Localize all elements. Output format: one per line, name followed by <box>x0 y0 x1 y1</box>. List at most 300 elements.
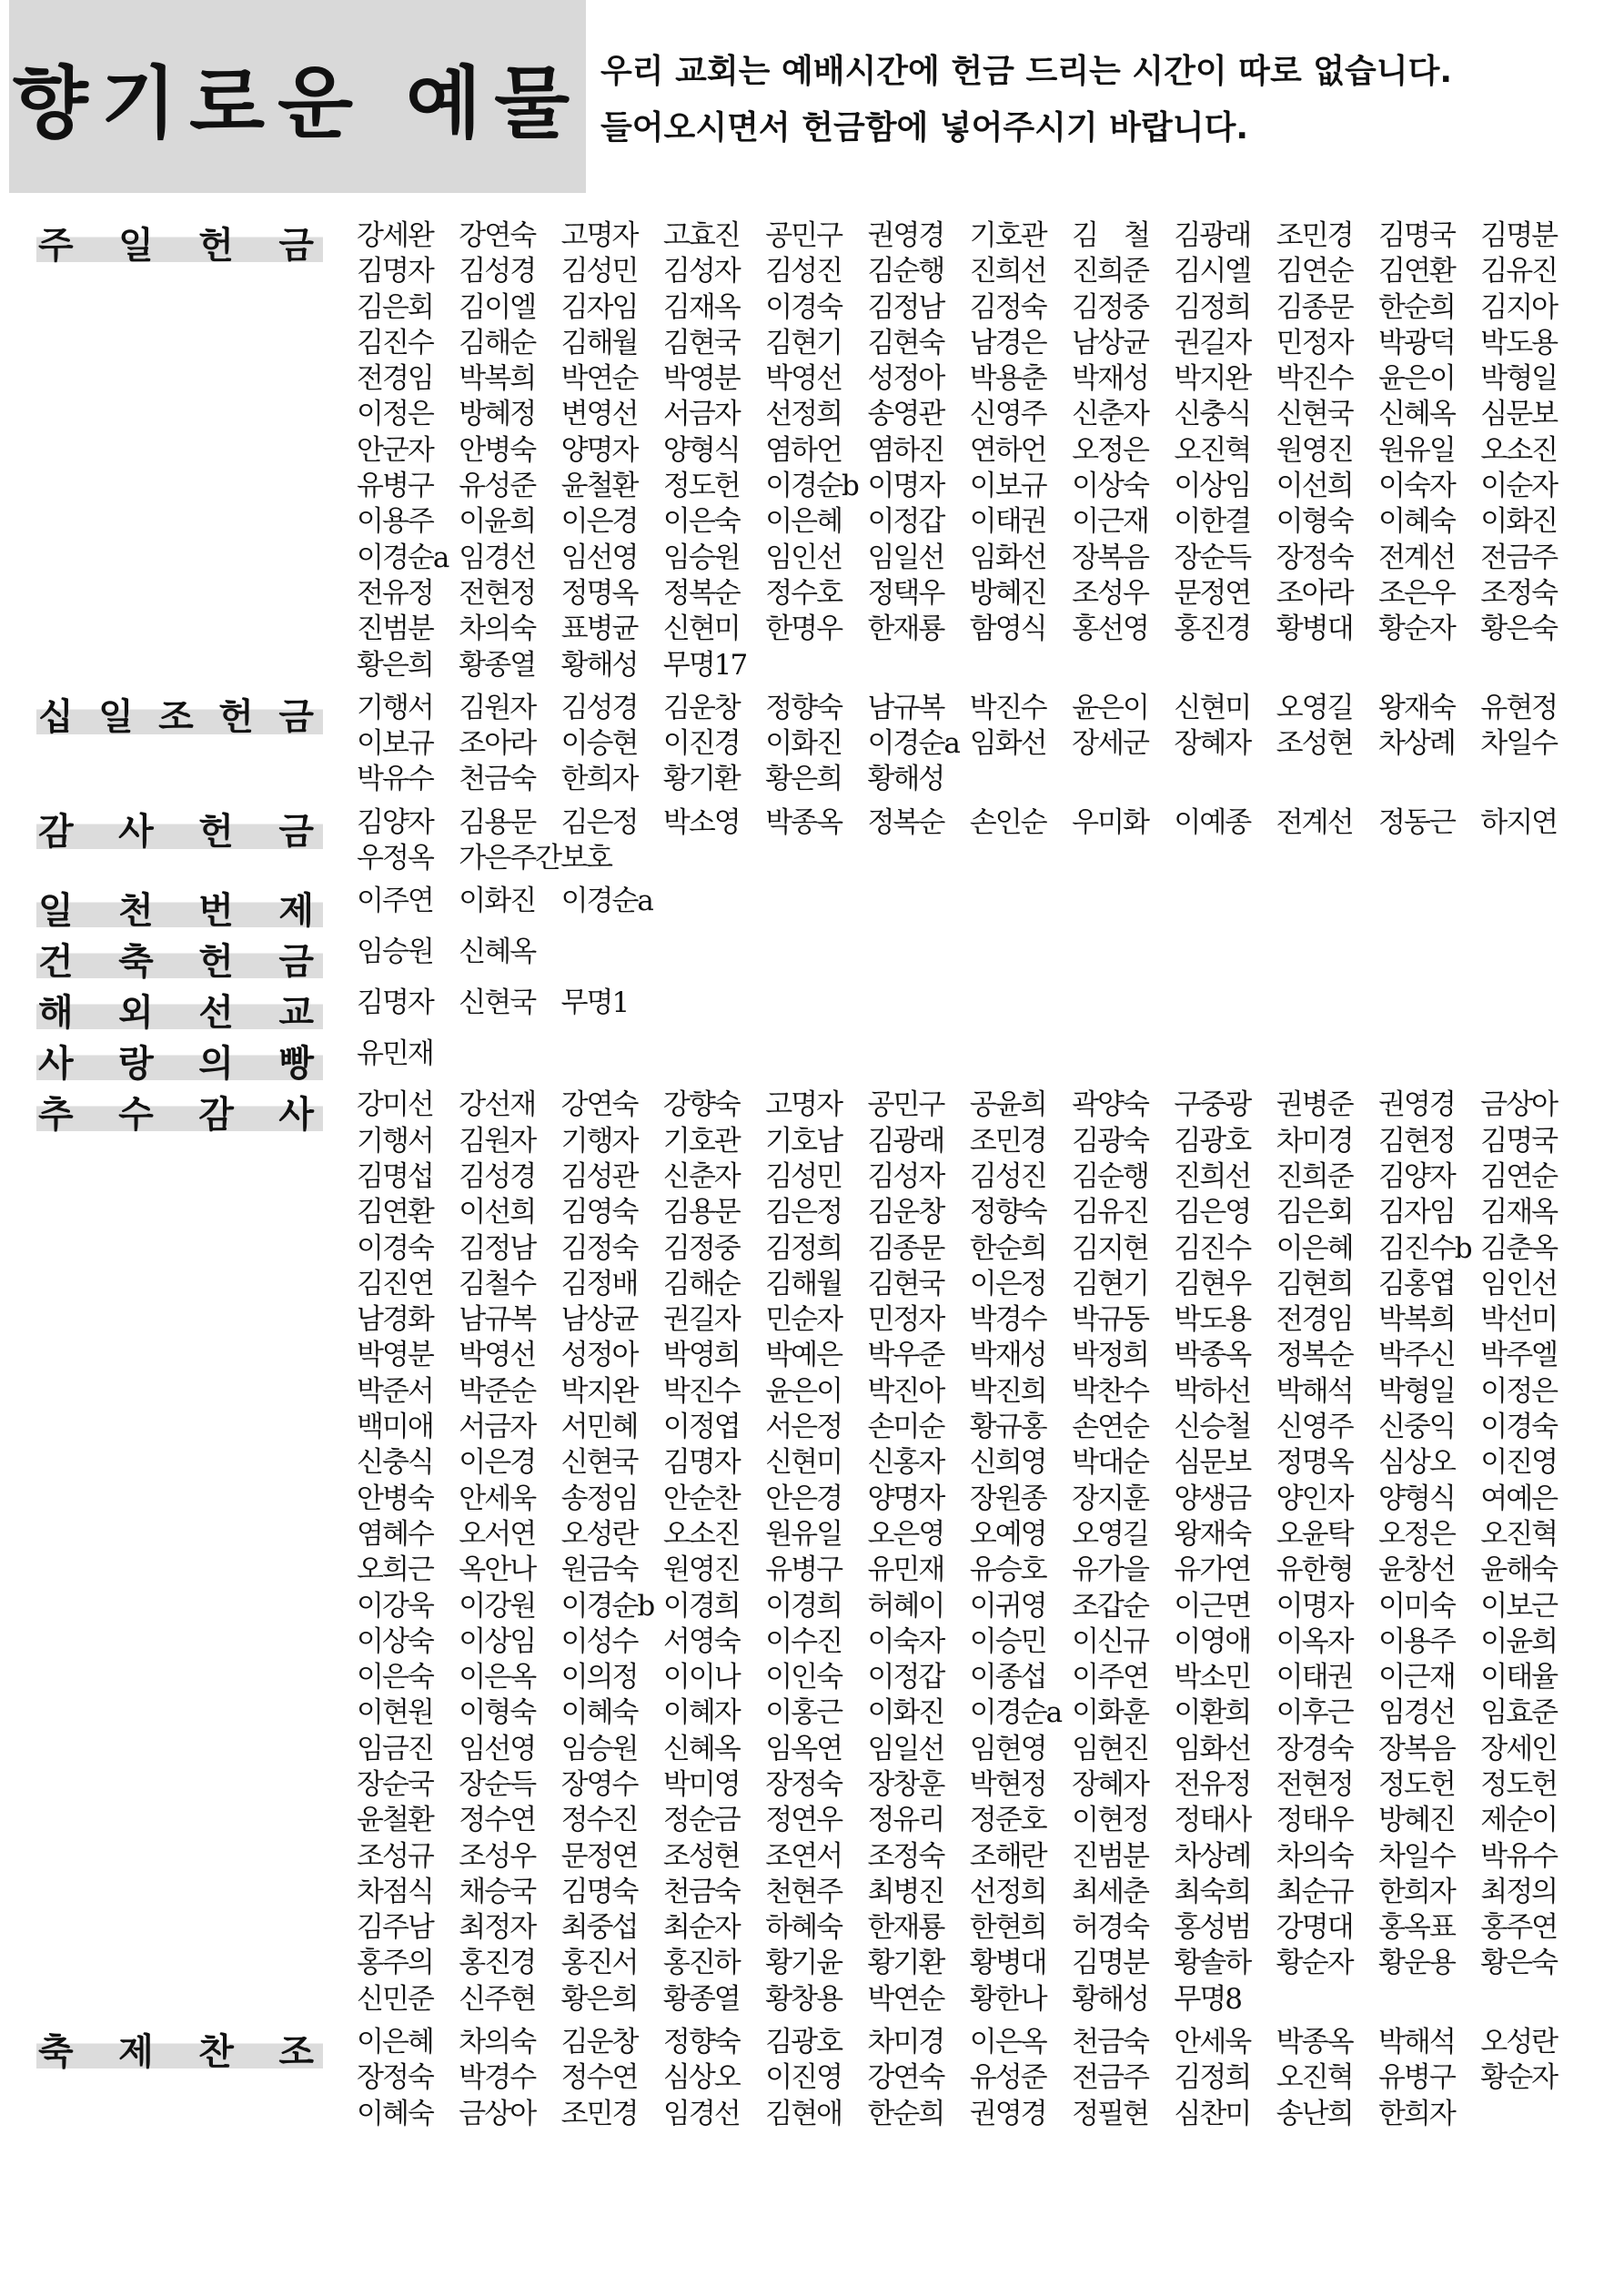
donor-name: 이주연 <box>357 885 433 918</box>
donor-name: 정도헌 <box>1377 1767 1455 1801</box>
donor-name: 신충식 <box>357 1446 433 1480</box>
donor-name: 임인선 <box>1480 1267 1558 1300</box>
section-label: 사 랑 의 빵 <box>36 1040 323 1080</box>
donor-name: 이은정 <box>969 1267 1046 1300</box>
donor-name: 원금숙 <box>560 1553 638 1587</box>
donor-name: 조민경 <box>969 1124 1046 1158</box>
donor-name: 신중익 <box>1377 1411 1455 1444</box>
donor-name: 김성자 <box>662 255 740 288</box>
donor-name: 이예종 <box>1174 805 1251 839</box>
donor-name: 차일수 <box>1480 727 1558 761</box>
donor-name: 천현주 <box>765 1875 842 1908</box>
donor-name: 이성수 <box>560 1624 638 1658</box>
name-list <box>357 986 1583 1021</box>
donor-name: 김정숙 <box>560 1231 638 1265</box>
donor-name: 조성규 <box>357 1839 433 1873</box>
donor-name: 김순행 <box>1072 1159 1148 1193</box>
donor-name: 차미경 <box>1276 1124 1353 1158</box>
donor-name: 손미순 <box>867 1411 944 1444</box>
donor-name: 전금주 <box>1480 541 1558 574</box>
donor-name: 신희영 <box>969 1446 1046 1480</box>
donor-name: 조성현 <box>1276 727 1353 761</box>
donor-name: 황은희 <box>357 648 433 682</box>
donor-name: 이은경 <box>560 505 638 539</box>
donor-name: 윤철환 <box>357 1804 433 1837</box>
offering-section <box>36 805 1583 877</box>
donor-name: 이승민 <box>969 1624 1046 1658</box>
name-list <box>357 1037 1583 1072</box>
donor-name: 하혜숙 <box>765 1911 842 1945</box>
donor-name: 황해성 <box>560 648 638 682</box>
donor-name: 안세욱 <box>1174 2026 1251 2059</box>
donor-name: 강연숙 <box>459 219 536 252</box>
donor-name: 박주엘 <box>1480 1339 1558 1372</box>
donor-name: 김해순 <box>662 1267 740 1300</box>
offering-section <box>36 218 1583 683</box>
donor-name: 유성준 <box>459 470 536 503</box>
donor-name: 이종섭 <box>969 1661 1046 1694</box>
donor-name: 강명대 <box>1276 1911 1353 1945</box>
donor-name: 김성진 <box>969 1159 1046 1193</box>
donor-name: 왕재숙 <box>1174 1517 1251 1551</box>
donor-name: 권길자 <box>1174 326 1251 359</box>
donor-name: 김순행 <box>867 255 944 288</box>
donor-name: 전금주 <box>1072 2061 1148 2095</box>
donor-name: 장영수 <box>560 1767 638 1801</box>
donor-name: 이상숙 <box>1072 470 1148 503</box>
donor-name: 박지완 <box>1174 362 1251 396</box>
donor-name: 심문보 <box>1480 398 1558 431</box>
donor-name: 한재룡 <box>867 1911 944 1945</box>
donor-name: 이태권 <box>969 505 1046 539</box>
donor-name: 한순희 <box>867 2097 944 2130</box>
page-title: 향기로운 예물 <box>12 58 583 149</box>
donor-name: 신영주 <box>969 398 1046 431</box>
donor-name: 이경숙 <box>357 1231 433 1265</box>
donor-name: 박영희 <box>662 1339 740 1372</box>
donor-name: 조해란 <box>969 1839 1046 1873</box>
donor-name: 정수연 <box>459 1804 536 1837</box>
donor-name: 최숙희 <box>1174 1875 1251 1908</box>
donor-name: 김정희 <box>1174 290 1251 324</box>
donor-name: 표병균 <box>560 612 638 646</box>
donor-name: 장원종 <box>969 1482 1046 1515</box>
donor-name: 홍성범 <box>1174 1911 1251 1945</box>
donor-name: 이근재 <box>1377 1661 1455 1694</box>
donor-name: 전경임 <box>357 362 433 396</box>
donor-name: 송정임 <box>560 1482 638 1515</box>
donor-name: 이은혜 <box>1276 1231 1353 1265</box>
donor-name: 김현기 <box>1072 1267 1148 1300</box>
donor-name: 조갑순 <box>1072 1589 1148 1623</box>
donor-name: 이정엽 <box>662 1411 740 1444</box>
donor-name: 권영경 <box>969 2097 1046 2130</box>
donor-name: 전유정 <box>1174 1767 1251 1801</box>
donor-name: 임승원 <box>357 936 433 969</box>
donor-name: 이근재 <box>1072 505 1148 539</box>
donor-name: 가은주간보호 <box>459 842 611 875</box>
donor-name: 박광덕 <box>1377 326 1455 359</box>
donor-name: 이형숙 <box>459 1696 536 1730</box>
donor-name: 김명국 <box>1377 219 1455 252</box>
donor-name: 박준순 <box>459 1374 536 1408</box>
donor-name: 이명자 <box>867 470 944 503</box>
donor-name: 김성경 <box>560 691 638 724</box>
donor-name: 임금진 <box>357 1732 433 1765</box>
donor-name: 진희선 <box>969 255 1046 288</box>
donor-name: 임효준 <box>1480 1696 1558 1730</box>
donor-name: 천금숙 <box>1072 2026 1148 2059</box>
donor-name: 황해성 <box>867 763 944 796</box>
donor-name: 이상임 <box>1174 470 1251 503</box>
donor-name: 오서연 <box>459 1517 536 1551</box>
section-label: 주 일 헌 금 <box>36 222 323 262</box>
donor-name: 김철수 <box>459 1267 536 1300</box>
donor-name: 김정숙 <box>969 290 1046 324</box>
donor-name: 박도용 <box>1480 326 1558 359</box>
donor-name: 전계선 <box>1276 805 1353 839</box>
donor-name: 강미선 <box>357 1088 433 1122</box>
donor-name: 황순자 <box>1276 1947 1353 1980</box>
donor-name: 이홍근 <box>765 1696 842 1730</box>
donor-name: 이화훈 <box>1072 1696 1148 1730</box>
donor-name: 이경희 <box>765 1589 842 1623</box>
offering-section <box>36 1087 1583 2018</box>
donor-name: 정유리 <box>867 1804 944 1837</box>
donor-name: 임일선 <box>867 541 944 574</box>
donor-name: 이진경 <box>662 727 740 761</box>
donor-name: 하지연 <box>1480 805 1558 839</box>
donor-name: 최정의 <box>1480 1875 1558 1908</box>
donor-name: 장복음 <box>1072 541 1148 574</box>
donor-name: 신혜옥 <box>662 1732 740 1765</box>
donor-name: 김명섭 <box>357 1159 433 1193</box>
donor-name: 신홍자 <box>867 1446 944 1480</box>
notice-line: 우리 교회는 예배시간에 헌금 드리는 시간이 따로 없습니다. <box>600 53 1453 90</box>
donor-name: 박도용 <box>1174 1303 1251 1337</box>
donor-name: 이윤희 <box>1480 1624 1558 1658</box>
donor-name: 공민구 <box>765 219 842 252</box>
donor-name: 정명옥 <box>1276 1446 1353 1480</box>
donor-name: 심상오 <box>1377 1446 1455 1480</box>
donor-name: 유민재 <box>867 1553 944 1587</box>
donor-name: 전계선 <box>1377 541 1455 574</box>
donor-name: 박복희 <box>459 362 536 396</box>
donor-name: 이귀영 <box>969 1589 1046 1623</box>
donor-name: 최중섭 <box>560 1911 638 1945</box>
donor-name: 안은경 <box>765 1482 842 1515</box>
donor-name: 김운창 <box>560 2026 638 2059</box>
donor-name: 이태권 <box>1276 1661 1353 1694</box>
donor-name: 김현숙 <box>867 326 944 359</box>
donor-name: 이화진 <box>765 727 842 761</box>
donor-name: 조성현 <box>662 1839 740 1873</box>
donor-name: 오진혁 <box>1174 433 1251 467</box>
donor-name: 김연순 <box>1276 255 1353 288</box>
donor-name: 이보규 <box>969 470 1046 503</box>
donor-name: 방혜진 <box>1377 1804 1455 1837</box>
donor-name: 홍진경 <box>459 1947 536 1980</box>
donor-name: 유병구 <box>765 1553 842 1587</box>
section-label: 축 제 찬 조 <box>36 2028 323 2068</box>
donor-name: 김현기 <box>765 326 842 359</box>
donor-name: 김성민 <box>765 1159 842 1193</box>
donor-name: 황병대 <box>969 1947 1046 1980</box>
donor-name: 장경숙 <box>1276 1732 1353 1765</box>
donor-name: 이인숙 <box>765 1661 842 1694</box>
donor-name: 윤창선 <box>1377 1553 1455 1587</box>
donor-name: 김정남 <box>867 290 944 324</box>
donor-name: 오윤탁 <box>1276 1517 1353 1551</box>
donor-name: 오영길 <box>1072 1517 1148 1551</box>
name-list <box>357 691 1583 798</box>
donor-name: 이은경 <box>459 1446 536 1480</box>
donor-name: 오예영 <box>969 1517 1046 1551</box>
donor-name: 황순자 <box>1377 612 1455 646</box>
donor-name: 김원자 <box>459 691 536 724</box>
name-list <box>357 935 1583 970</box>
donor-name: 신민준 <box>357 1982 433 2016</box>
donor-name: 박진수 <box>662 1374 740 1408</box>
donor-name: 염하진 <box>867 433 944 467</box>
donor-name: 이선희 <box>459 1196 536 1229</box>
donor-name: 안순찬 <box>662 1482 740 1515</box>
donor-name: 안병숙 <box>459 433 536 467</box>
donor-name: 황해성 <box>1072 1982 1148 2016</box>
donor-name: 이화진 <box>459 885 536 918</box>
donor-name: 박정희 <box>1072 1339 1148 1372</box>
donor-name: 신영주 <box>1276 1411 1353 1444</box>
donor-name: 남상균 <box>560 1303 638 1337</box>
donor-name: 김현정 <box>1377 1124 1455 1158</box>
donor-name: 황창용 <box>765 1982 842 2016</box>
donor-name: 김지아 <box>1480 290 1558 324</box>
donor-name: 정수진 <box>560 1804 638 1837</box>
donor-name: 서영숙 <box>662 1624 740 1658</box>
donor-name: 진희준 <box>1276 1159 1353 1193</box>
donor-name: 신현미 <box>1174 691 1251 724</box>
name-list <box>357 805 1583 877</box>
donor-name: 한순희 <box>1377 290 1455 324</box>
donor-name: 무명8 <box>1174 1982 1241 2016</box>
donor-name: 박유수 <box>1480 1839 1558 1873</box>
donor-name: 박해석 <box>1377 2026 1455 2059</box>
donor-name: 박선미 <box>1480 1303 1558 1337</box>
donor-name: 김은회 <box>357 290 433 324</box>
donor-name: 남규복 <box>867 691 944 724</box>
donor-name: 안군자 <box>357 433 433 467</box>
donor-name: 심문보 <box>1174 1446 1251 1480</box>
donor-name: 이주연 <box>1072 1661 1148 1694</box>
donor-name: 양생금 <box>1174 1482 1251 1515</box>
donor-name: 박미영 <box>662 1767 740 1801</box>
donor-name: 진범분 <box>1072 1839 1148 1873</box>
donor-name: 성정아 <box>560 1339 638 1372</box>
donor-name: 김해월 <box>765 1267 842 1300</box>
donor-name: 원유일 <box>765 1517 842 1551</box>
donor-name: 장세인 <box>1480 1732 1558 1765</box>
donor-name: 전유정 <box>357 576 433 610</box>
donor-name: 왕재숙 <box>1377 691 1455 724</box>
donor-name: 김양자 <box>357 805 433 839</box>
donor-name: 이경숙 <box>1480 1411 1558 1444</box>
donor-name: 안세욱 <box>459 1482 536 1515</box>
donor-name: 오성란 <box>560 1517 638 1551</box>
donor-name: 이혜자 <box>662 1696 740 1730</box>
offering-section <box>36 986 1583 1034</box>
donor-name: 권길자 <box>662 1303 740 1337</box>
donor-name: 김은정 <box>765 1196 842 1229</box>
donor-name: 이숙자 <box>867 1624 944 1658</box>
donor-name: 이경순b <box>765 470 858 503</box>
donor-name: 차상례 <box>1174 1839 1251 1873</box>
donor-name: 이형숙 <box>1276 505 1353 539</box>
donor-name: 박복희 <box>1377 1303 1455 1337</box>
donor-name: 원유일 <box>1377 433 1455 467</box>
donor-name: 박우준 <box>867 1339 944 1372</box>
donor-name: 오희근 <box>357 1553 433 1587</box>
donor-name: 김주남 <box>357 1911 433 1945</box>
donor-name: 기행자 <box>560 1124 638 1158</box>
donor-name: 방혜정 <box>459 398 536 431</box>
donor-name: 이경숙 <box>765 290 842 324</box>
donor-name: 구중광 <box>1174 1088 1251 1122</box>
donor-name: 이영애 <box>1174 1624 1251 1658</box>
donor-name: 천금숙 <box>662 1875 740 1908</box>
donor-name: 금상아 <box>459 2097 536 2130</box>
donor-name: 김현우 <box>1174 1267 1251 1300</box>
donor-name: 임경선 <box>1377 1696 1455 1730</box>
donor-name: 박하선 <box>1174 1374 1251 1408</box>
donor-name: 김진수 <box>357 326 433 359</box>
donor-name: 이순자 <box>1480 470 1558 503</box>
donor-name: 박준서 <box>357 1374 433 1408</box>
donor-name: 김원자 <box>459 1124 536 1158</box>
donor-name: 정향숙 <box>662 2026 740 2059</box>
donor-name: 김정희 <box>765 1231 842 1265</box>
donor-name: 정복순 <box>662 576 740 610</box>
donor-name: 김재옥 <box>1480 1196 1558 1229</box>
donor-name: 이한결 <box>1174 505 1251 539</box>
donor-name: 이경순b <box>560 1589 654 1623</box>
donor-name: 홍선영 <box>1072 612 1148 646</box>
donor-name: 장혜자 <box>1174 727 1251 761</box>
donor-name: 장복음 <box>1377 1732 1455 1765</box>
donor-name: 이현원 <box>357 1696 433 1730</box>
donor-name: 우정옥 <box>357 842 433 875</box>
donor-name: 김광호 <box>765 2026 842 2059</box>
donor-name: 장혜자 <box>1072 1767 1148 1801</box>
donor-name: 민정자 <box>867 1303 944 1337</box>
donor-name: 선정희 <box>969 1875 1046 1908</box>
donor-name: 이혜숙 <box>560 1696 638 1730</box>
donor-name: 이후근 <box>1276 1696 1353 1730</box>
donor-name: 기호관 <box>969 219 1046 252</box>
donor-name: 황한나 <box>969 1982 1046 2016</box>
name-list <box>357 2025 1583 2132</box>
donor-name: 정동근 <box>1377 805 1455 839</box>
donor-name: 김지현 <box>1072 1231 1148 1265</box>
donor-name: 고명자 <box>765 1088 842 1122</box>
donor-name: 김명자 <box>662 1446 740 1480</box>
donor-name: 이진영 <box>1480 1446 1558 1480</box>
donor-name: 김자임 <box>1377 1196 1455 1229</box>
donor-name: 신춘자 <box>1072 398 1148 431</box>
donor-name: 남상균 <box>1072 326 1148 359</box>
donor-name: 방혜진 <box>969 576 1046 610</box>
donor-name: 이은옥 <box>969 2026 1046 2059</box>
donor-name: 신주현 <box>459 1982 536 2016</box>
donor-name: 서은정 <box>765 1411 842 1444</box>
donor-name: 차의숙 <box>459 612 536 646</box>
donor-name: 한현희 <box>969 1911 1046 1945</box>
donor-name: 박규동 <box>1072 1303 1148 1337</box>
donor-name: 이현정 <box>1072 1804 1148 1837</box>
donor-name: 이경순a <box>560 885 652 918</box>
donor-name: 김명숙 <box>560 1875 638 1908</box>
donor-name: 홍주연 <box>1480 1911 1558 1945</box>
donor-name: 김정중 <box>1072 290 1148 324</box>
donor-name: 심찬미 <box>1174 2097 1251 2130</box>
donor-name: 장세군 <box>1072 727 1148 761</box>
donor-name: 이용주 <box>1377 1624 1455 1658</box>
donor-name: 민정자 <box>1276 326 1353 359</box>
donor-name: 강선재 <box>459 1088 536 1122</box>
donor-name: 김운창 <box>662 691 740 724</box>
donor-name: 박영선 <box>765 362 842 396</box>
donor-name: 조민경 <box>560 2097 638 2130</box>
donor-name: 임승원 <box>662 541 740 574</box>
donor-name: 김해순 <box>459 326 536 359</box>
donor-name: 정필현 <box>1072 2097 1148 2130</box>
donor-name: 기호남 <box>765 1124 842 1158</box>
donor-name: 조연서 <box>765 1839 842 1873</box>
donor-name: 유민재 <box>357 1037 433 1071</box>
donor-name: 황기윤 <box>765 1947 842 1980</box>
donor-name: 신현미 <box>765 1446 842 1480</box>
donor-name: 김명자 <box>357 255 433 288</box>
donor-name: 박재성 <box>1072 362 1148 396</box>
donor-name: 고명자 <box>560 219 638 252</box>
donor-name: 김현애 <box>765 2097 842 2130</box>
section-label: 해 외 선 교 <box>36 989 323 1029</box>
donor-name: 김정남 <box>459 1231 536 1265</box>
donor-name: 홍옥표 <box>1377 1911 1455 1945</box>
donor-name: 무명1 <box>560 986 629 1020</box>
donor-name: 김은영 <box>1174 1196 1251 1229</box>
donor-name: 황은숙 <box>1480 612 1558 646</box>
donor-name: 박연순 <box>867 1982 944 2016</box>
donor-name: 김시엘 <box>1174 255 1251 288</box>
donor-name: 이근면 <box>1174 1589 1251 1623</box>
donor-name: 서금자 <box>662 398 740 431</box>
name-list <box>357 884 1583 919</box>
donor-name: 손인순 <box>969 805 1046 839</box>
donor-name: 김명국 <box>1480 1124 1558 1158</box>
donor-name: 박형일 <box>1377 1374 1455 1408</box>
donor-name: 한희자 <box>560 763 638 796</box>
donor-name: 오은영 <box>867 1517 944 1551</box>
donor-name: 김광숙 <box>1072 1124 1148 1158</box>
donor-name: 오성란 <box>1480 2026 1558 2059</box>
donor-name: 이선희 <box>1276 470 1353 503</box>
donor-name: 김연환 <box>357 1196 433 1229</box>
donor-name: 박영분 <box>662 362 740 396</box>
donor-name: 이강욱 <box>357 1589 433 1623</box>
donor-name: 김현희 <box>1276 1267 1353 1300</box>
donor-name: 임옥연 <box>765 1732 842 1765</box>
donor-name: 박경수 <box>969 1303 1046 1337</box>
